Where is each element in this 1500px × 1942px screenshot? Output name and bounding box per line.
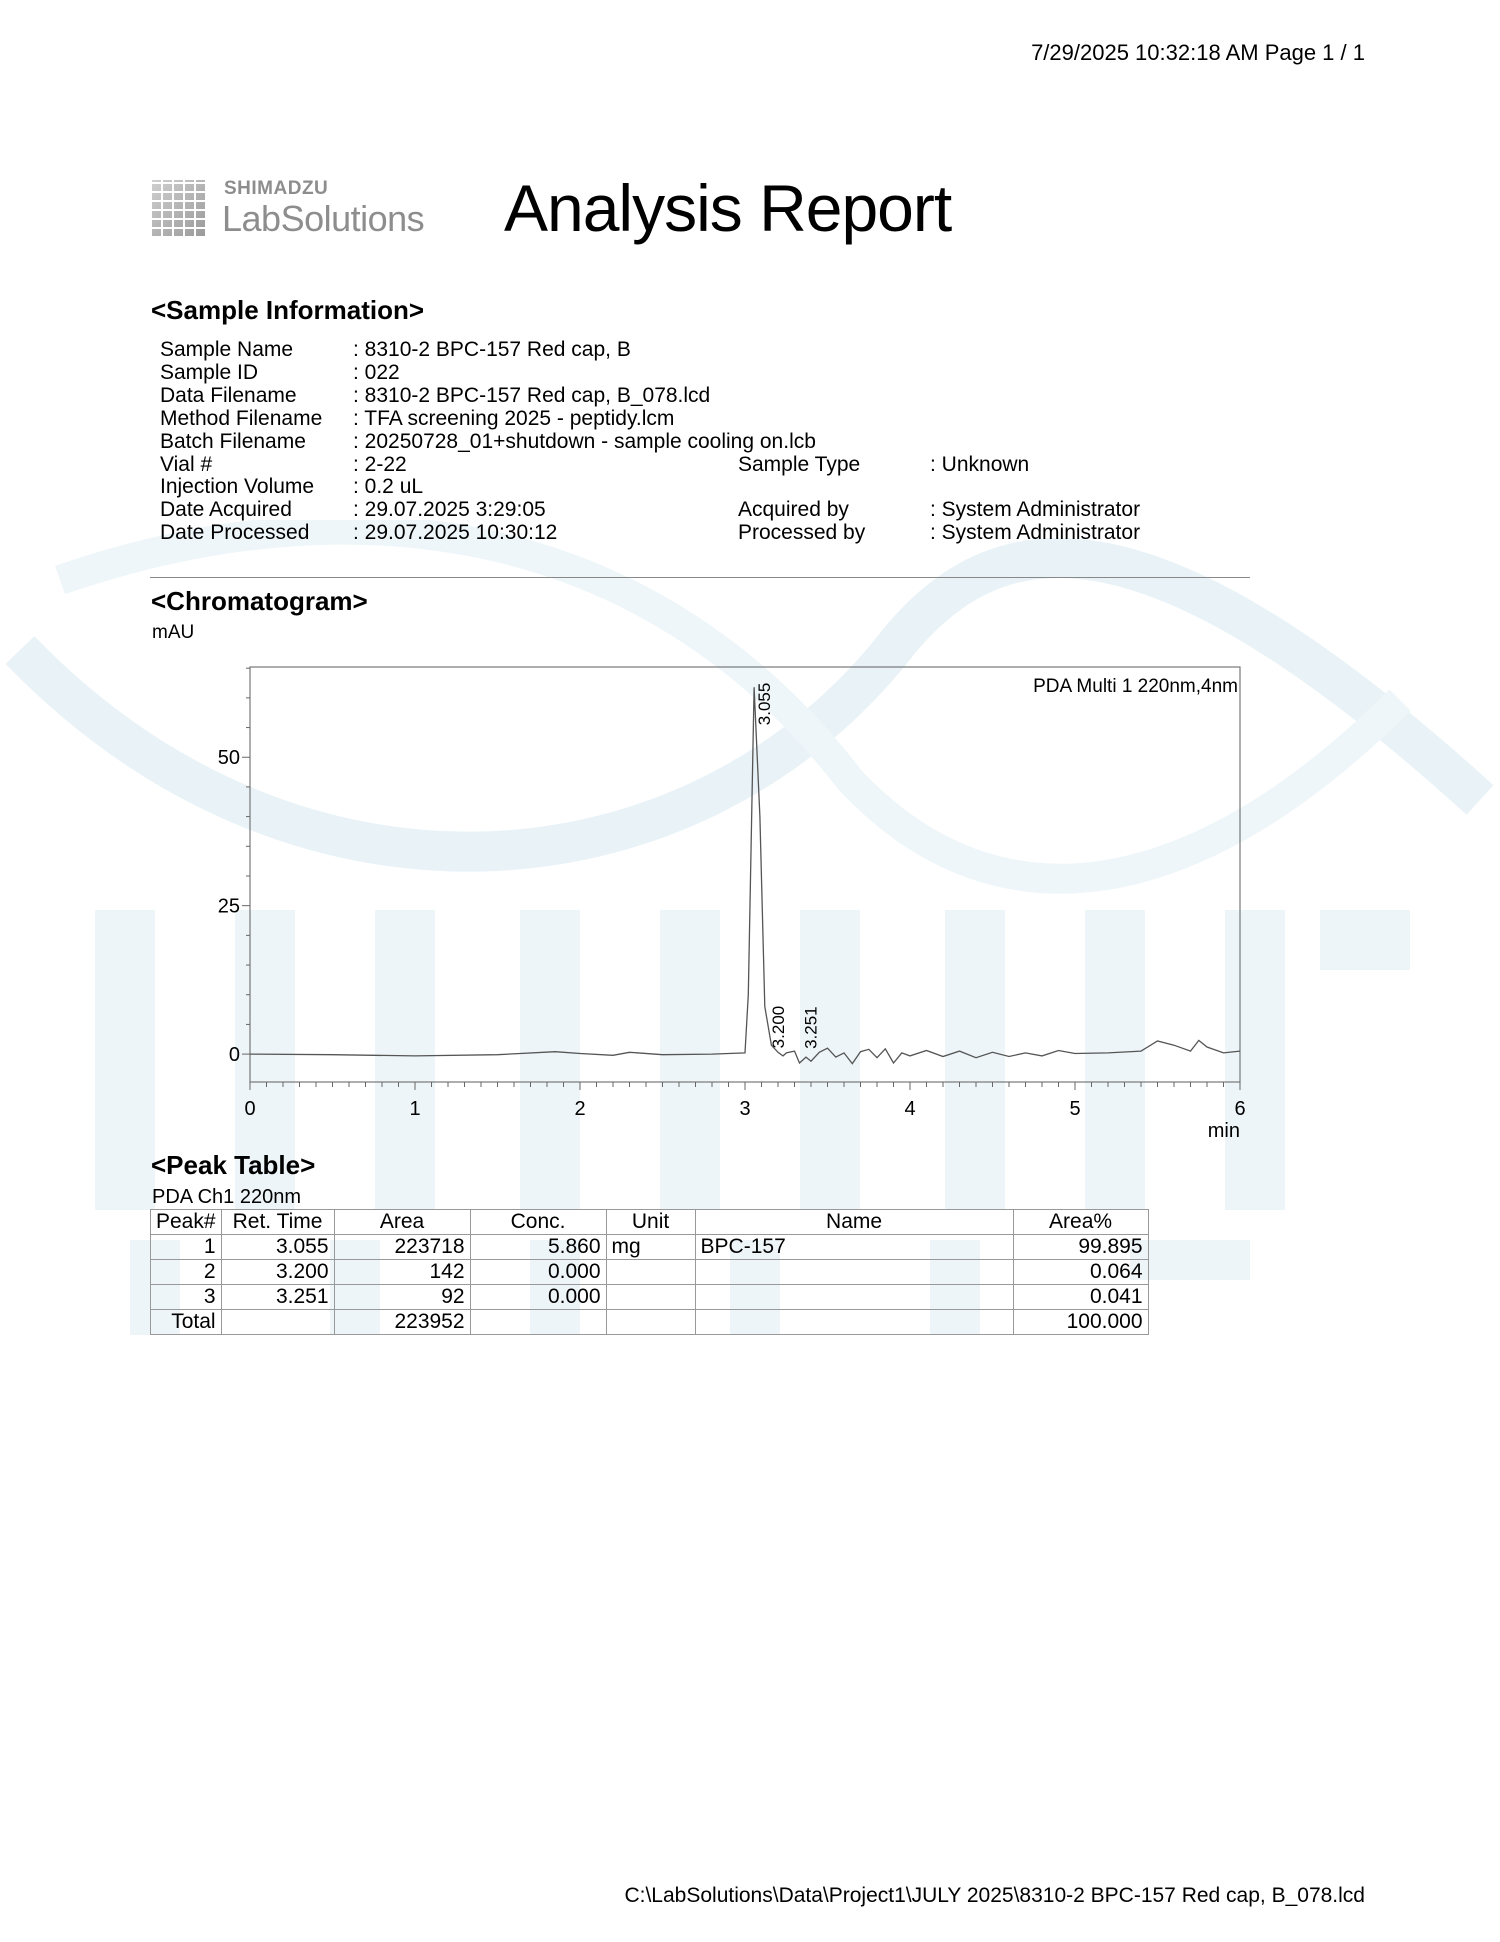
table-cell: 5.860 [470,1235,606,1260]
table-cell: 142 [334,1260,470,1285]
x-tick-label: 3 [739,1098,751,1120]
y-tick-label: 50 [217,747,240,770]
table-cell [606,1310,695,1335]
y-tick-label: 25 [217,895,240,918]
table-cell [695,1310,1013,1335]
info-label: Date Processed [160,521,310,545]
table-cell: 3.055 [221,1235,334,1260]
x-tick-label: 1 [409,1098,421,1120]
print-timestamp: 7/29/2025 10:32:18 AM Page 1 / 1 [1031,40,1365,65]
table-row [151,1235,1149,1260]
table-cell: 223718 [334,1235,470,1260]
y-tick-label: 0 [228,1044,240,1067]
x-tick-label: 5 [1069,1098,1081,1120]
table-cell [695,1285,1013,1310]
column-header: Unit [606,1210,695,1235]
info-value: : 29.07.2025 10:30:12 [353,521,558,545]
x-tick-label: 0 [244,1098,256,1120]
info-value: : 2-22 [353,452,407,476]
info-value2: : System Administrator [930,498,1141,522]
table-cell: 3.251 [221,1285,334,1310]
column-header: Conc. [470,1210,606,1235]
info-label2: Acquired by [738,498,849,522]
info-label2: Processed by [738,521,866,545]
table-cell: 223952 [334,1310,470,1335]
peak-label: 3.055 [755,682,775,726]
table-cell: 0.000 [470,1285,606,1310]
table-cell: BPC-157 [695,1235,1013,1260]
column-header: Ret. Time [221,1210,334,1235]
peak-label: 3.200 [769,1005,788,1049]
table-cell: 99.895 [1013,1235,1148,1260]
x-tick-label: 2 [574,1098,586,1120]
table-cell [470,1310,606,1335]
table-cell [695,1260,1013,1285]
table-cell: 0.064 [1013,1260,1148,1285]
info-value: : 8310-2 BPC-157 Red cap, B_078.lcd [353,383,711,407]
logo-brand: SHIMADZU [224,178,329,199]
info-label: Method Filename [160,406,323,430]
info-value: : 29.07.2025 3:29:05 [353,498,546,522]
info-value2: : Unknown [930,452,1030,476]
peak-table [150,1209,1149,1335]
table-cell: 0.000 [470,1260,606,1285]
table-cell: 3.200 [221,1260,334,1285]
file-path: C:\LabSolutions\Data\Project1\JULY 2025\8310-2 BPC-157 Red cap, B_078.lcd [624,1884,1365,1907]
info-label2: Sample Type [738,452,861,476]
chromatogram-heading: <Chromatogram> [151,586,368,616]
x-axis-label: min [1207,1120,1240,1142]
info-value: : 0.2 uL [353,475,424,499]
info-value: : 022 [353,360,400,384]
report-title: Analysis Report [504,171,952,245]
table-cell: 100.000 [1013,1310,1148,1335]
table-cell: mg [606,1235,695,1260]
table-cell: 92 [334,1285,470,1310]
info-label: Data Filename [160,383,297,407]
logo-product: LabSolutions [222,198,425,239]
info-label: Injection Volume [160,475,315,499]
x-tick-label: 4 [904,1098,916,1120]
table-cell [606,1260,695,1285]
info-label: Sample Name [160,338,294,361]
sample-info-heading: <Sample Information> [151,295,425,325]
y-axis-label: mAU [152,622,195,643]
chromatogram-trace [250,687,1240,1063]
info-value: : 8310-2 BPC-157 Red cap, B [353,338,631,361]
info-label: Batch Filename [160,429,306,453]
table-row [151,1310,1149,1335]
table-cell: 1 [151,1235,222,1260]
info-value: : TFA screening 2025 - peptidy.lcm [353,406,675,430]
column-header: Area [334,1210,470,1235]
info-label: Sample ID [160,360,259,384]
table-cell: 0.041 [1013,1285,1148,1310]
info-label: Date Acquired [160,498,292,522]
table-cell: Total [151,1310,222,1335]
peak-label: 3.251 [801,1006,821,1049]
info-value: : 20250728_01+shutdown - sample cooling on.lcb [353,429,816,453]
table-cell: 3 [151,1285,222,1310]
column-header: Area% [1013,1210,1148,1235]
info-value2: : System Administrator [930,521,1141,545]
table-cell [221,1310,334,1335]
x-tick-label: 6 [1234,1098,1246,1120]
table-row [151,1260,1149,1285]
peak-table-channel: PDA Ch1 220nm [152,1186,301,1208]
table-cell: 2 [151,1260,222,1285]
info-label: Vial # [160,452,213,476]
peak-table-heading: <Peak Table> [151,1150,316,1180]
plot-frame [250,667,1240,1082]
column-header: Name [695,1210,1013,1235]
chart-legend: PDA Multi 1 220nm,4nm [1033,676,1238,697]
table-row [151,1285,1149,1310]
column-header: Peak# [151,1210,222,1235]
table-cell [606,1285,695,1310]
